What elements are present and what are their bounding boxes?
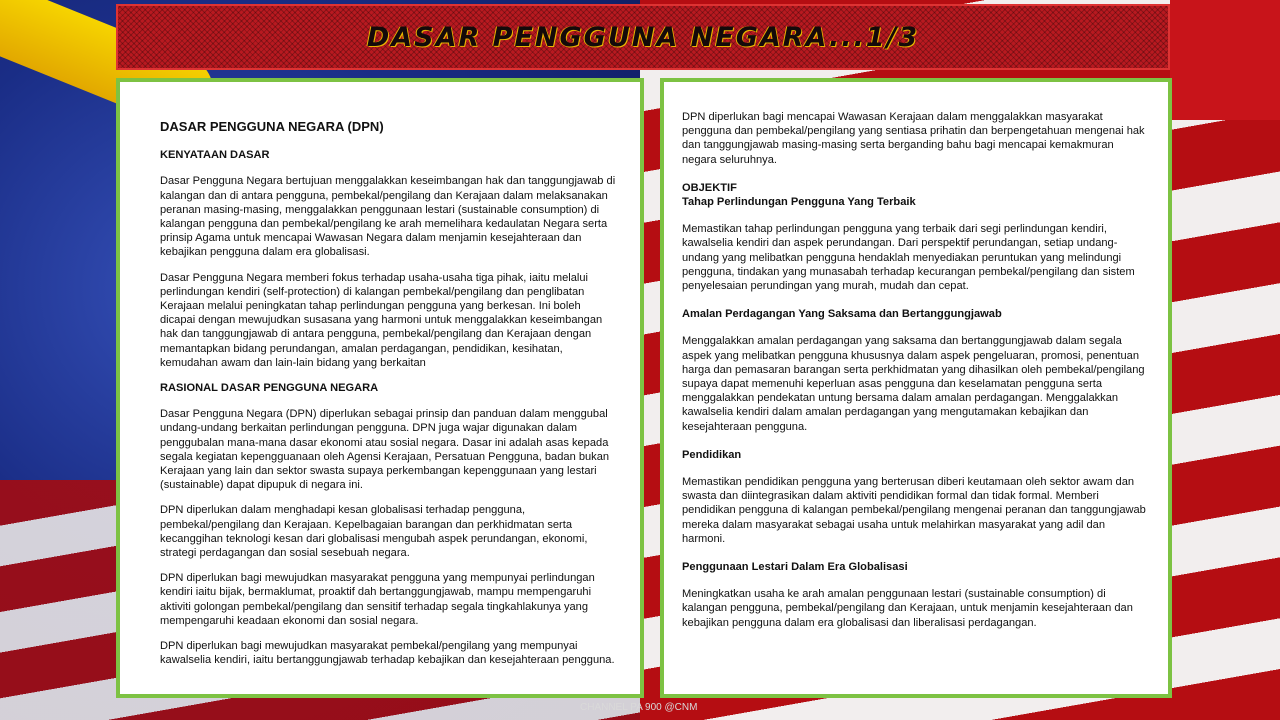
paragraph: DPN diperlukan bagi mencapai Wawasan Kerajaan dalam menggalakkan masyarakat pengguna dan pembekal/pengilang yang sentiasa prihatin dan berpengetahuan mengenai hak dan tanggungjawab masing-masing serta berganding bahu bagi mencapai kemakmuran negara seluruhnya. — [682, 111, 1145, 166]
paragraph: Memastikan pendidikan pengguna yang berterusan diberi keutamaan oleh sektor awam dan swasta dan diintegrasikan dalam aktiviti pendidikan formal dan tidak formal. Memberi pendidikan pengguna di kalangan pembekal/pengilang mengenai peranan dan tanggungjawab mereka dalam masyarakat sebagai usaha untuk melahirkan masyarakat yang adil dan harmoni. — [682, 476, 1146, 545]
right-text-panel — [660, 78, 1172, 698]
subheading-perlindungan: Tahap Perlindungan Pengguna Yang Terbaik — [682, 196, 916, 209]
paragraph: Dasar Pengguna Negara bertujuan menggalakkan keseimbangan hak dan tanggungjawab di kalangan dan di antara pengguna, pembekal/pengilang dan Kerajaan dalam melaksanakan peranan masing-masing, menggalakkan penggunaan lestari (sustainable consumption) di kalangan pengguna dan pembekal/pengilang ke arah memelihara kedaulatan Negara serta prinsip Agama untuk mencapai Wawasan Negara dalam menjamin kesejahteraan dan kebajikan pengguna dalam era globalisasi. — [160, 175, 616, 259]
left-text-panel — [116, 78, 644, 698]
paragraph: Memastikan tahap perlindungan pengguna yang terbaik dari segi perlindungan kendiri, kawalselia kendiri dan aspek perundangan. Dari perspektif perundangan, setiap undang-undang yang melibatkan pengguna hendaklah menyediakan peruntukan yang melindungi pengguna, tindakan yang munasabah terhadap kecurangan pembekal/pengilang dan sistem penyelesaian perundingan yang murah, mudah dan cepat. — [682, 223, 1135, 293]
channel-credit: CHANNEL PA 900 @CNM — [580, 702, 698, 713]
subheading-lestari: Penggunaan Lestari Dalam Era Globalisasi — [682, 561, 908, 574]
subheading-amalan: Amalan Perdagangan Yang Saksama dan Bertanggungjawab — [682, 308, 1002, 321]
paragraph: Dasar Pengguna Negara memberi fokus terhadap usaha-usaha tiga pihak, iaitu melalui perlindungan kendiri (self-protection) di kalangan pembekal/pengilang dan penglibatan Kerajaan melalui peningkatan tahap perlindungan pengguna yang berkesan. Ini boleh dicapai dengan mewujudkan susasana yang harmoni untuk menggalakkan keseimbangan hak dan tanggungjawab di antara pengguna, pembekal/pengilang dan Kerajaan dengan memantapkan bidang perundangan, amalan perdagangan, pendidikan, kesihatan, kemudahan awam dan lain-lain bidang yang berkaitan — [160, 271, 603, 369]
subheading-pendidikan: Pendidikan — [682, 448, 742, 461]
paragraph: Menggalakkan amalan perdagangan yang saksama dan bertanggungjawab dalam segala aspek yang melibatkan pengguna khususnya dalam aspek pengeluaran, promosi, penentuan harga dan pemasaran barangan serta perkhidmatan yang dihasilkan oleh pembekal/pengilang supaya dapat memenuhi keperluan asas pengguna dan keselamatan pengguna serta menggalakkan pendekatan untung bersama dalam amalan perdagangan. Menggalakkan kawalselia kendiri dalam amalan perdagangan yang mengutamakan kebajikan dan kesejahteraan pengguna. — [682, 335, 1145, 433]
paragraph: DPN diperlukan bagi mewujudkan masyarakat pengguna yang mempunyai perlindungan kendiri iaitu bijak, bermaklumat, proaktif dah bertanggungjawab, mampu mempengaruhi aktiviti golongan pembekal/pengilang dan sensitif terhadap segala tingkahlakunya yang mempengaruhi keadaan ekonomi dan sosial negara. — [160, 572, 595, 627]
paragraph: DPN diperlukan bagi mewujudkan masyarakat pembekal/pengilang yang mempunyai kawalselia kendiri, iaitu bertanggungjawab terhadap kebajikan dan kesejahteraan pengguna. — [160, 640, 615, 667]
paragraph: DPN diperlukan dalam menghadapi kesan globalisasi terhadap pengguna, pembekal/pengilang dan Kerajaan. Kepelbagaian barangan dan perkhidmatan serta kecanggihan teknologi kesan dari globalisasi mengubah aspek perundangan, ekonomi, strategi perdagangan dan sosial sesebuah negara. — [160, 504, 588, 560]
document-title: DASAR PENGGUNA NEGARA (DPN) — [160, 119, 384, 134]
title-banner — [116, 4, 1170, 70]
paragraph: Dasar Pengguna Negara (DPN) diperlukan sebagai prinsip dan panduan dalam menggubal undang-undang berkaitan perlindungan pengguna. DPN juga wajar digunakan dalam penggubalan mana-mana dasar ekonomi atau sosial negara. Dasar ini adalah asas kepada segala kegiatan kepengguanaan oleh Agensi Kerajaan, Persatuan Pengguna, badan bukan Kerajaan yang lain dan sektor swasta supaya perkembangan kepenggunaan yang lestari (sustainable) dapat dipupuk di negara ini. — [160, 408, 610, 492]
section-heading-rasional: RASIONAL DASAR PENGGUNA NEGARA — [160, 382, 379, 395]
slide-title: DASAR PENGGUNA NEGARA...1/3 — [366, 21, 920, 53]
section-heading-kenyataan: KENYATAAN DASAR — [160, 149, 270, 162]
section-heading-objektif: OBJEKTIF — [682, 181, 737, 194]
paragraph: Meningkatkan usaha ke arah amalan penggunaan lestari (sustainable consumption) di kalangan pengguna, pembekal/pengilang dan Kerajaan, untuk menjamin kesejahteraan dan kebajikan pengguna dalam era globalisasi dan liberalisasi perdagangan. — [682, 588, 1133, 629]
